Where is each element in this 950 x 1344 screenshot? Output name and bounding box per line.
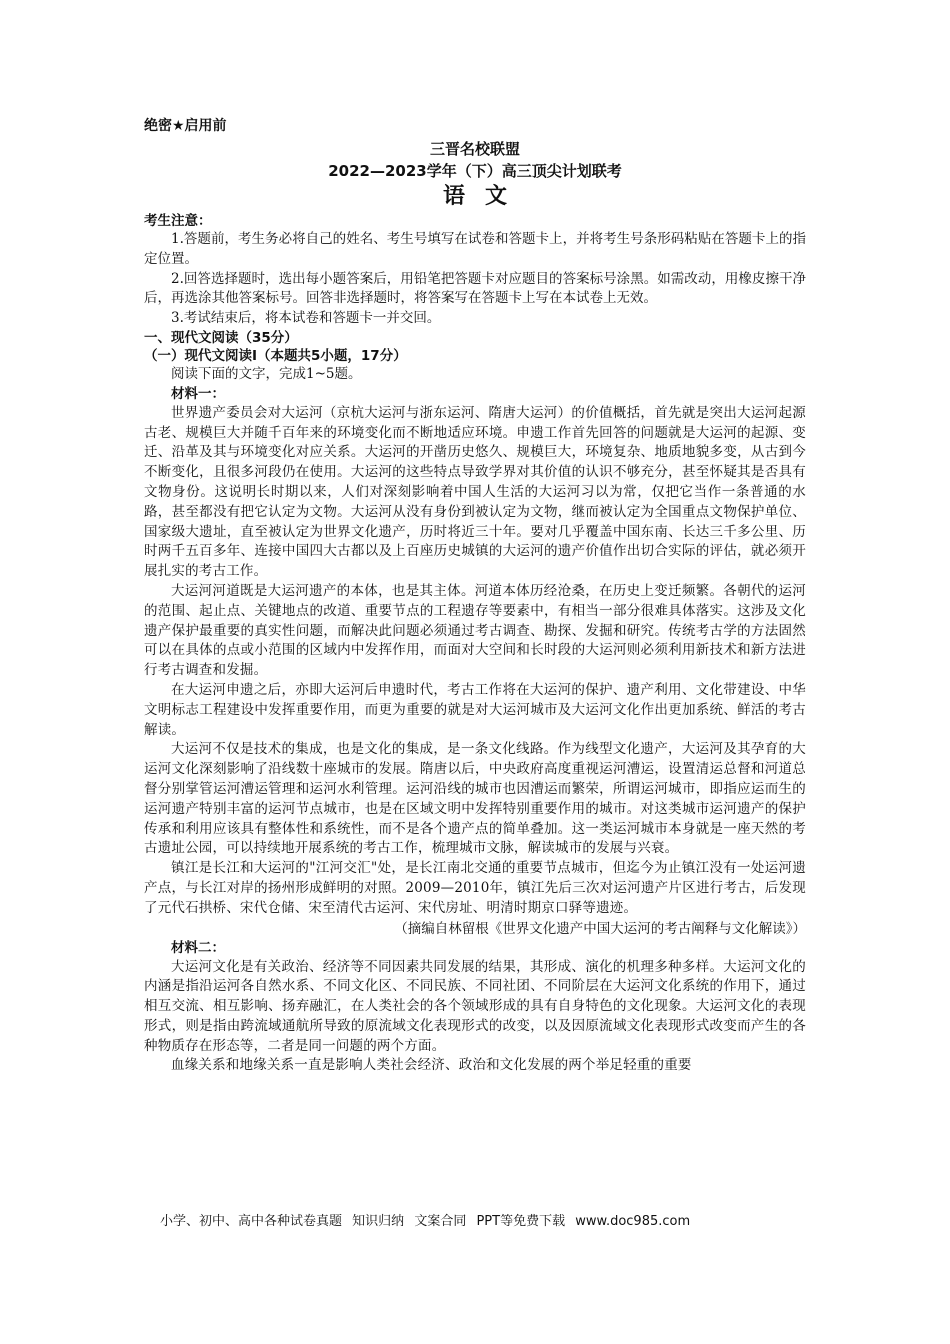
alliance-name: 三晋名校联盟 xyxy=(429,140,520,158)
page-content xyxy=(144,116,806,1076)
section-instruction: 阅读下面的文字，完成1~5题。 xyxy=(171,365,362,382)
note-item: 2.回答选择题时，选出每小题答案后，用铅笔把答题卡对应题目的答案标号涂黑。如需改动，用橡皮擦干净后，再选涂其他答案标号。回答非选择题时，将答案写在答题卡上写在本试卷上无效。 xyxy=(144,270,806,307)
material1-paragraph: 世界遗产委员会对大运河（京杭大运河与浙东运河、隋唐大运河）的价值概括，首先就是突出大运河起源古老、规模巨大并随千百年来的环境变化而不断地适应环境。申遗工作首先回答的问题就是大运河的起源、变迁、沿革及其与环境变化对应关系。大运河的开凿历史悠久、规模巨大，环境复杂、地质地貌多变，从古到今不断变化，且很多河段仍在使用。大运河的这些特点导致学界对其价值的认识不够充分，甚至怀疑其是否具有文物身份。这说明长时期以来，人们对深刻影响着中国人生活的大运河习以为常，仅把它当作一条普通的水路，甚至都没有把它认定为文物。大运河从没有身份到被认定为文物，继而被认定为全国重点文物保护单位、国家级大遗址，直至被认定为世界文化遗产，历时将近三十年。要对几乎覆盖中国东南、长达三千多公里、历时两千五百多年、连接中国四大古都以及上百座历史城镇的大运河的遗产价值作出切合实际的评估，就必须开展扎实的考古工作。 xyxy=(144,404,806,580)
section-title: 一、现代文阅读（35分） xyxy=(144,329,298,346)
material1-paragraph: 镇江是长江和大运河的"江河交汇"处，是长江南北交通的重要节点城市，但迄今为止镇江没有一处运河遗产点，与长江对岸的扬州形成鲜明的对照。2009—2010年，镇江先后三次对运河遗产片区进行考古，后发现了元代石拱桥、宋代仓储、宋至清代古运河、宋代房址、明清时期京口驿等遗迹。 xyxy=(144,860,806,916)
page-footer xyxy=(160,1212,800,1232)
exam-notes xyxy=(144,212,806,329)
footer-text: 文案合同 xyxy=(414,1214,467,1229)
confidential-mark: 绝密★启用前 xyxy=(144,118,227,134)
material1-label: 材料一： xyxy=(171,385,225,402)
material1-source: （摘编自林留根《世界文化遗产中国大运河的考古阐释与文化解读》） xyxy=(394,920,806,937)
subject-title: 语文 xyxy=(442,184,527,209)
material1-paragraph: 在大运河申遗之后，亦即大运河后申遗时代，考古工作将在大运河的保护、遗产利用、文化带建设、中华文明标志工程建设中发挥重要作用，而更为重要的就是对大运河城市及大运河文化作出更加系统、鲜活的考古解读。 xyxy=(144,681,806,738)
material2-label: 材料二： xyxy=(171,939,225,956)
footer-link[interactable]: www.doc985.com xyxy=(575,1214,691,1229)
section-subtitle: （一）现代文阅读Ⅰ（本题共5小题，17分） xyxy=(144,347,407,364)
material1-paragraph: 大运河不仅是技术的集成，也是文化的集成，是一条文化线路。作为线型文化遗产，大运河及其孕育的大运河文化深刻影响了沿线数十座城市的发展。隋唐以后，中央政府高度重视运河漕运，设置清运总督和河道总督分别掌管运河漕运管理和运河水利管理。运河沿线的城市也因漕运而繁荣，所谓运河城市，即指应运而生的运河遗产特别丰富的运河节点城市，也是在区域文明中发挥特别重要作用的城市。对这类城市运河遗产的保护传承和利用应该具有整体性和系统性，而不是各个遗产点的简单叠加。这一类运河城市本身就是一座天然的考古遗址公园，可以持续地开展系统的考古工作，梳理城市文脉，解读城市的发展与兴衰。 xyxy=(144,741,806,857)
note-item: 1.答题前，考生务必将自己的姓名、考生号填写在试卷和答题卡上，并将考生号条形码粘贴在答题卡上的指定位置。 xyxy=(144,231,806,267)
material1-paragraph: 大运河河道既是大运河遗产的本体，也是其主体。河道本体历经沧桑，在历史上变迁频繁。各朝代的运河的范围、起止点、关键地点的改道、重要节点的工程遗存等要素中，有相当一部分很难具体落实。这涉及文化遗产保护最重要的真实性问题，而解决此问题必须通过考古调查、勘探、发掘和研究。传统考古学的方法固然可以在具体的点或小范围的区域内中发挥作用，而面对大空间和长时段的大运河则必须利用新技术和新方法进行考古调查和发掘。 xyxy=(144,582,806,679)
material2-paragraph: 血缘关系和地缘关系一直是影响人类社会经济、政治和文化发展的两个举足轻重的重要 xyxy=(171,1057,692,1074)
footer-text: PPT等免费下载 xyxy=(476,1214,566,1229)
material2-paragraph: 大运河文化是有关政治、经济等不同因素共同发展的结果，其形成、演化的机理多种多样。大运河文化的内涵是指沿运河各自然水系、不同文化区、不同民族、不同社团、不同阶层在大运河文化系统的作用下，通过相互交流、相互影响、扬弃融汇，在人类社会的各个领域形成的具有自身特色的文化现象。大运河文化的表现形式，则是指由跨流域通航所导致的原流域文化表现形式的改变，以及因原流域文化表现形式改变而产生的各种物质存在形态等，二者是同一问题的两个方面。 xyxy=(144,958,806,1054)
exam-title: 2022—2023学年（下）高三顶尖计划联考 xyxy=(328,162,622,180)
footer-text: 小学、初中、高中各种试卷真题 xyxy=(160,1214,343,1229)
note-item: 3.考试结束后，将本试卷和答题卡一并交回。 xyxy=(171,310,441,327)
footer-text: 知识归纳 xyxy=(352,1214,405,1229)
notes-title: 考生注意： xyxy=(144,213,212,229)
